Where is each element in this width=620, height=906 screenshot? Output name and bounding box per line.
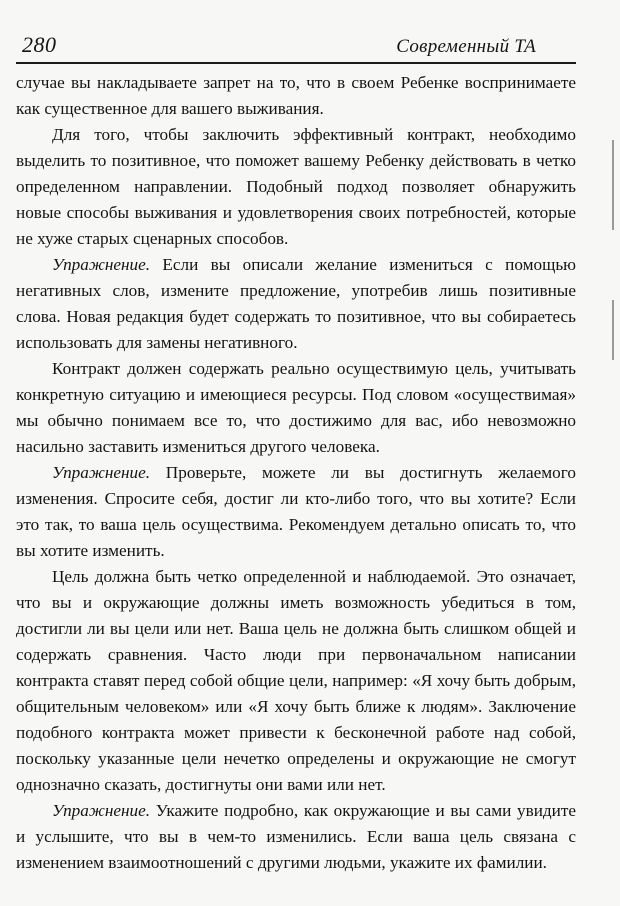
paragraph-text: Укажите подробно, как окружающие и вы сами увидите и услышите, что вы в чем-то изменились. Если ваша цель связана с изменением взаимоотношений с другими людьми, укажите их фамилии. <box>16 801 576 872</box>
paragraph-text: Проверьте, можете ли вы достигнуть желаемого изменения. Спросите себя, достиг ли кто-либо того, что вы хотите? Если это так, то ваша цель осуществима. Рекомендуем детально описать то, что вы хотите изменить. <box>16 463 576 560</box>
scan-edge-mark <box>612 140 614 230</box>
paragraph-6 <box>16 564 576 798</box>
exercise-lead: Упражнение. <box>52 463 151 482</box>
paragraph-text: Цель должна быть четко определенной и наблюдаемой. Это означает, что вы и окружающие должны иметь возможность убедиться в том, достигли ли вы цели или нет. Ваша цель не должна быть слишком общей и содержать сравнения. Часто люди при первоначальном написании контракта ставят перед собой общие цели, например: «Я хочу быть добрым, общительным человеком» или «Я хочу быть ближе к людям». Заключение подобного контракта может привести к бесконечной работе над собой, поскольку указанные цели нечетко определены и окружающие не смогут однозначно сказать, достигнуты они вами или нет. <box>16 567 576 794</box>
paragraph-text: Для того, чтобы заключить эффективный контракт, необходимо выделить то позитивное, что поможет вашему Ребенку действовать в четко определенном направлении. Подобный подход позволяет обнаружить новые способы выживания и удовлетворения своих потребностей, которые не хуже старых сценарных способов. <box>16 125 576 248</box>
page-number: 280 <box>22 32 57 57</box>
paragraph-text: случае вы накладываете запрет на то, что в своем Ребенке воспринимаете как существенное для вашего выживания. <box>16 73 576 118</box>
page-header <box>16 32 576 64</box>
running-title: Современный ТА <box>396 36 536 57</box>
paragraph-1 <box>16 70 576 122</box>
scan-edge-mark <box>612 300 614 360</box>
paragraph-text: Контракт должен содержать реально осуществимую цель, учитывать конкретную ситуацию и имеющиеся ресурсы. Под словом «осуществимая» мы обычно понимаем все то, что достижимо для вас, ибо невозможно насильно заставить измениться другого человека. <box>16 359 576 456</box>
paragraph-7 <box>16 798 576 876</box>
paragraph-5 <box>16 460 576 564</box>
paragraph-3 <box>16 252 576 356</box>
exercise-lead: Упражнение. <box>52 801 151 820</box>
paragraph-text: Если вы описали желание измениться с помощью негативных слов, измените предложение, употребив лишь позитивные слова. Новая редакция будет содержать то позитивное, что вы собираетесь использовать для замены негативного. <box>16 255 576 352</box>
exercise-lead: Упражнение. <box>52 255 151 274</box>
body-text <box>16 70 576 876</box>
paragraph-4 <box>16 356 576 460</box>
paragraph-2 <box>16 122 576 252</box>
